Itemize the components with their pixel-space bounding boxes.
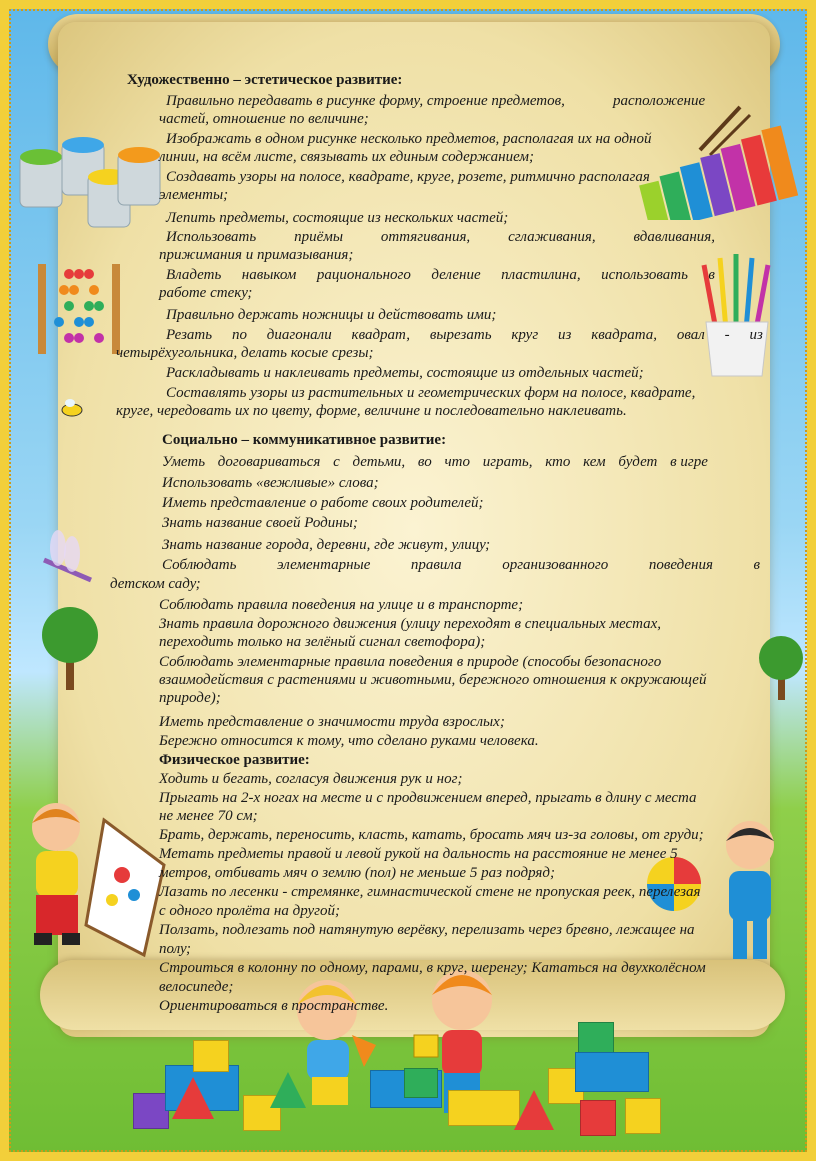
social-line: Иметь представление о работе своих родителей; xyxy=(162,495,484,511)
word: оттягивания, xyxy=(380,229,471,245)
social-line: переходить только на зелёный сигнал светофора); xyxy=(159,634,486,650)
word: сглаживания, xyxy=(508,229,596,245)
word: - xyxy=(724,327,730,343)
word: овал xyxy=(676,327,705,343)
art-line: элементы; xyxy=(159,187,229,203)
social-line: Знать правила дорожного движения (улицу переходят в специальных местах, xyxy=(159,616,662,632)
physical-line: полу; xyxy=(159,941,192,957)
art-line: Изображать в одном рисунке несколько предметов, располагая их на одной xyxy=(166,131,652,147)
art-line: Лепить предметы, состоящие из нескольких частей; xyxy=(166,210,509,226)
art-line: Составлять узоры из растительных и геометрических форм на полосе, квадрате, xyxy=(166,385,696,401)
physical-line: с одного пролёта на другой; xyxy=(159,903,341,919)
physical-line: Ориентироваться в пространстве. xyxy=(159,998,389,1014)
word: организованного xyxy=(502,557,609,573)
word: кем xyxy=(583,454,606,470)
word: Соблюдать xyxy=(162,557,237,573)
word: вдавливания, xyxy=(633,229,715,245)
social-justified-line xyxy=(162,453,708,472)
physical-heading: Физическое развитие: xyxy=(159,752,310,768)
word: квадрата, xyxy=(591,327,658,343)
social-heading: Социально – коммуникативное развитие: xyxy=(162,432,447,448)
word: приёмы xyxy=(294,229,344,245)
social-line: Знать название города, деревни, где живут, улицу; xyxy=(162,537,491,553)
word: круг xyxy=(511,327,539,343)
word: Владеть xyxy=(166,267,222,283)
word: из xyxy=(558,327,572,343)
word: в xyxy=(753,557,760,573)
social-line: природе); xyxy=(159,690,221,706)
word: вырезать xyxy=(429,327,492,343)
word: использовать xyxy=(601,267,688,283)
physical-line: Ползать, подлезать под натянутую верёвку, перелизать через бревно, лежащее на xyxy=(159,922,695,938)
word: правила xyxy=(410,557,462,573)
word: деление xyxy=(431,267,481,283)
word: навыком xyxy=(241,267,297,283)
art-justified-line xyxy=(166,326,763,345)
word: квадрат, xyxy=(351,327,411,343)
physical-line: Ходить и бегать, согласуя движения рук и ног; xyxy=(159,771,463,787)
social-line: Бережно относится к тому, что сделано руками человека. xyxy=(159,733,539,749)
physical-line: не менее 70 см; xyxy=(159,808,258,824)
word: детьми, xyxy=(352,454,406,470)
art-line: Правильно держать ножницы и действовать ими; xyxy=(166,307,497,323)
physical-line: Метать предметы правой и левой рукой на дальность на расстояние не менее 5 xyxy=(159,846,678,862)
art-line: расположение xyxy=(613,93,706,109)
word: во xyxy=(417,454,432,470)
word: Уметь xyxy=(162,454,206,470)
art-heading: Художественно – эстетическое развитие: xyxy=(127,72,403,88)
physical-line: Лазать по лесенки - стремянке, гимнастической стене не пропуская реек, перелезая xyxy=(159,884,701,900)
social-line: Соблюдать элементарные правила поведения в природе (способы безопасного xyxy=(159,654,662,670)
physical-line: метров, отбивать мяч о землю (пол) не меньше 5 раз подряд; xyxy=(159,865,555,881)
social-line: детском саду; xyxy=(110,576,201,592)
word: с xyxy=(333,454,340,470)
art-line: четырёхугольника, делать косые срезы; xyxy=(116,345,374,361)
physical-line: велосипеде; xyxy=(159,979,234,995)
word: из xyxy=(749,327,763,343)
word: Использовать xyxy=(166,229,257,245)
word: элементарные xyxy=(276,557,371,573)
word: играть, xyxy=(482,454,533,470)
physical-line: Брать, держать, переносить, класть, катать, бросать мяч из-за головы, от груди; xyxy=(159,827,704,843)
art-line: прижимания и примазывания; xyxy=(159,247,354,263)
word: диагонали xyxy=(266,327,332,343)
word: по xyxy=(231,327,247,343)
word: пластилина, xyxy=(501,267,581,283)
word: в игре xyxy=(670,454,708,470)
social-line: Соблюдать правила поведения на улице и в транспорте; xyxy=(159,597,524,613)
social-justified-line xyxy=(162,556,760,575)
physical-line: Строиться в колонну по одному, парами, в круг, шеренгу; Кататься на двухколёсном xyxy=(159,960,706,976)
physical-line: Прыгать на 2-х ногах на месте и с продвижением вперед, прыгать в длину с места xyxy=(159,790,697,806)
social-line: Иметь представление о значимости труда взрослых; xyxy=(159,714,505,730)
art-line: Правильно передавать в рисунке форму, строение предметов, xyxy=(166,93,565,109)
word: Резать xyxy=(166,327,213,343)
word: договариваться xyxy=(217,454,321,470)
art-line: Раскладывать и наклеивать предметы, состоящие из отдельных частей; xyxy=(166,365,644,381)
art-line: круге, чередовать их по цвету, форме, величине и последовательно наклеивать. xyxy=(116,403,627,419)
social-line: Знать название своей Родины; xyxy=(162,515,358,531)
word: рационального xyxy=(316,267,411,283)
art-line: Создавать узоры на полосе, квадрате, круге, розете, ритмично располагая xyxy=(166,169,650,185)
social-line: Использовать «вежливые» слова; xyxy=(162,475,379,491)
art-line: частей, отношение по величине; xyxy=(159,111,369,127)
art-line: линии, на всём листе, связывать их единым содержанием; xyxy=(159,149,534,165)
art-justified-line xyxy=(166,266,715,285)
word: кто xyxy=(545,454,571,470)
social-line: взаимодействия с растениями и животными, бережного отношения к окружающей xyxy=(159,672,707,688)
word: поведения xyxy=(648,557,713,573)
word: в xyxy=(708,267,715,283)
art-justified-line xyxy=(166,228,715,247)
word: что xyxy=(444,454,470,470)
art-line: работе стеку; xyxy=(159,285,253,301)
word: будет xyxy=(618,454,658,470)
